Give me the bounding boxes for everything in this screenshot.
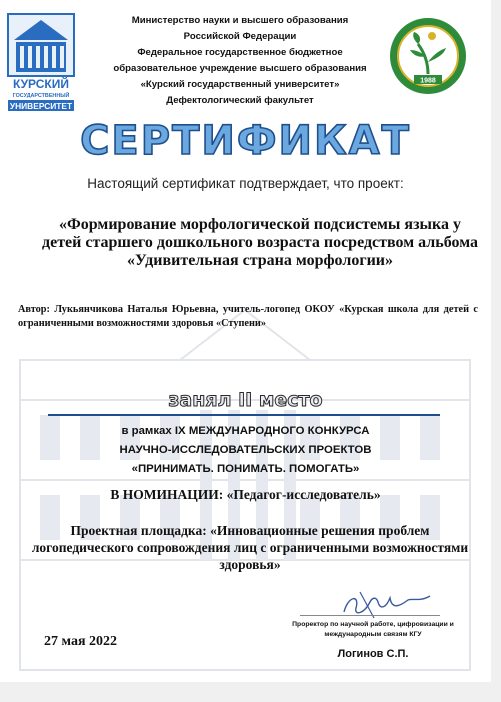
award-underline	[48, 414, 440, 416]
issue-date: 27 мая 2022	[44, 634, 118, 649]
header-line-country: Российской Федерации	[183, 31, 297, 42]
signature-image	[330, 588, 440, 622]
contest-line-2: НАУЧНО-ИССЛЕДОВАТЕЛЬСКИХ ПРОЕКТОВ	[119, 444, 372, 456]
signatory-name: Логинов С.П.	[337, 648, 409, 660]
project-title: «Формирование морфологической подсистемы языка у детей старшего дошкольного возраста посредством альбома «Удивительная страна морфологии»	[42, 216, 478, 269]
confirmation-text: Настоящий сертификат подтверждает, что проект:	[87, 176, 404, 191]
header-line-ministry: Министерство науки и высшего образования	[131, 15, 349, 26]
project-platform: Проектная площадка: «Инновационные решения проблем логопедического сопровождения лиц с ограниченными возможностями здоровья»	[31, 523, 469, 572]
faculty-seal-logo	[388, 16, 468, 96]
seal-year: 1988	[420, 77, 436, 85]
header-line-university: «Курский государственный университет»	[140, 79, 340, 90]
certificate-title: СЕРТИФИКАТ	[80, 118, 411, 164]
nomination-line: В НОМИНАЦИИ: «Педагог-исследователь»	[110, 487, 381, 502]
university-logo	[6, 12, 76, 112]
signatory-position-line-2: международным связям КГУ	[324, 631, 422, 638]
logo-text-line2: ГОСУДАРСТВЕННЫЙ	[12, 93, 70, 99]
award-place: занял II место	[168, 389, 323, 411]
signature-line	[300, 615, 440, 616]
contest-line-3: «ПРИНИМАТЬ. ПОНИМАТЬ. ПОМОГАТЬ»	[131, 463, 360, 475]
header-line-institution-type: образовательное учреждение высшего образования	[113, 63, 367, 74]
header-line-federal: Федеральное государственное бюджетное	[137, 47, 343, 58]
contest-line-1: в рамках IX МЕЖДУНАРОДНОГО КОНКУРСА	[121, 425, 370, 437]
logo-text-line3: УНИВЕРСИТЕТ	[9, 101, 73, 111]
signatory-position	[268, 620, 478, 640]
contest-block	[0, 422, 491, 479]
author-line: Автор: Лукьянчикова Наталья Юрьевна, учитель-логопед ОКОУ «Курская школа для детей с ограниченными возможностями здоровья «Ступени»	[18, 304, 478, 329]
issuer-header	[95, 13, 385, 109]
signatory-position-line-1: Проректор по научной работе, цифровизации и	[292, 621, 454, 628]
header-line-faculty: Дефектологический факультет	[166, 95, 314, 106]
logo-text-line1: КУРСКИЙ	[12, 77, 70, 91]
